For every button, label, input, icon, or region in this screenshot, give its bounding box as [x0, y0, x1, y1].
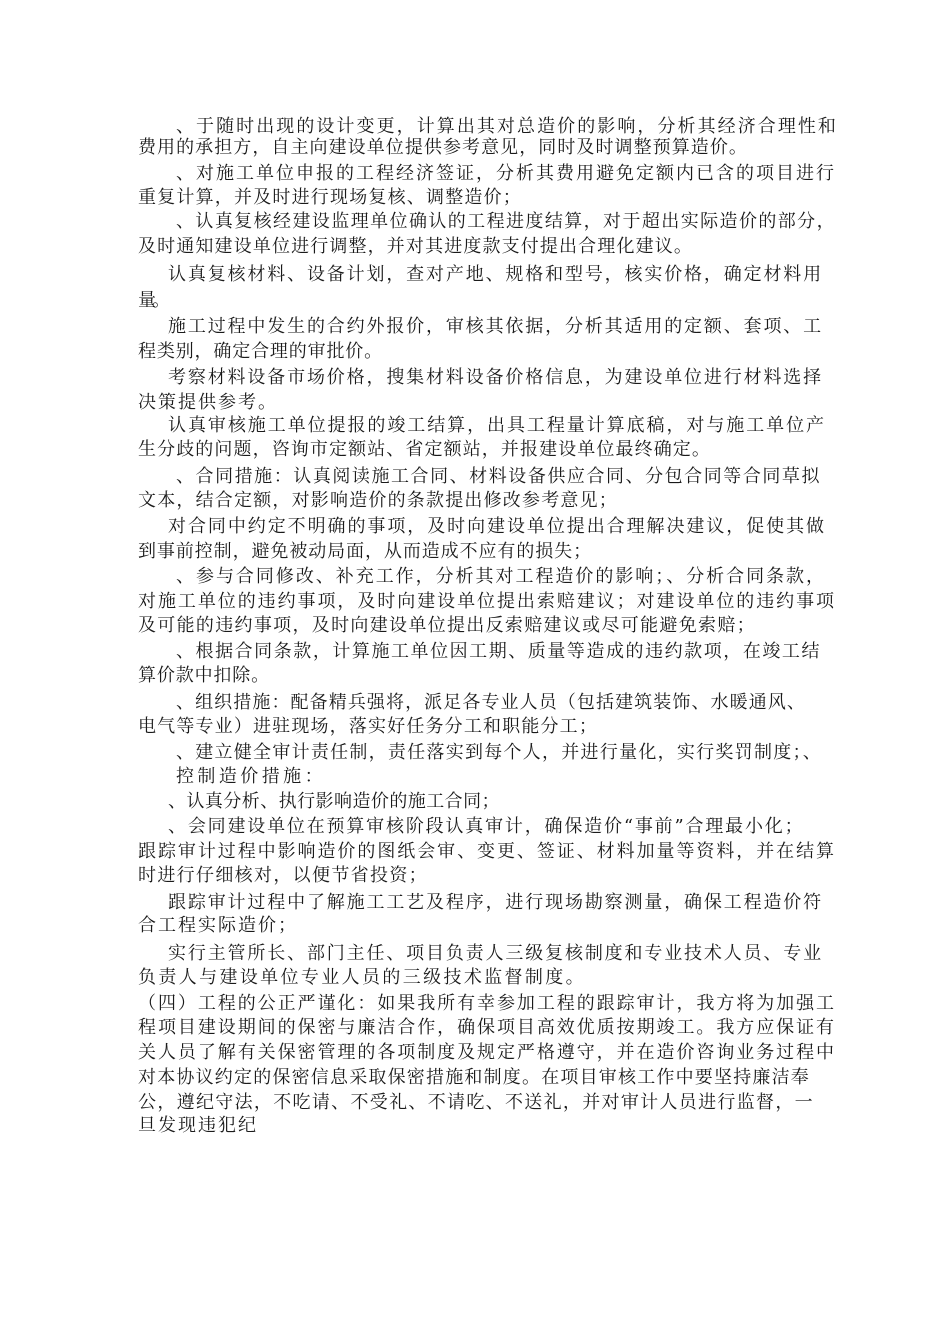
- text-line: 决策提供参考。: [138, 392, 278, 413]
- text-line: 到事前控制，避免被动局面，从而造成不应有的损失；: [138, 541, 592, 562]
- text-line: 及时通知建设单位进行调整，并对其进度款支付提出合理化建议。: [138, 236, 693, 257]
- text-line: 旦发现违犯纪: [138, 1115, 258, 1136]
- text-line: 重复计算，并及时进行现场复核、调整造价；: [138, 187, 522, 208]
- text-line: 跟踪审计过程中了解施工工艺及程序，进行现场勘察测量，确保工程造价符: [168, 892, 823, 913]
- text-line: 、认真复核经建设监理单位确认的工程进度结算，对于超出实际造价的部分，: [176, 211, 836, 232]
- text-line: 施工过程中发生的合约外报价，审核其依据，分析其适用的定额、套项、工: [168, 316, 823, 337]
- text-line: 、根据合同条款，计算施工单位因工期、质量等造成的违约款项，在竣工结: [176, 641, 821, 662]
- text-line: 费用的承担方，自主向建设单位提供参考意见，同时及时调整预算造价。: [138, 137, 748, 158]
- text-line: 算价款中扣除。: [138, 665, 270, 686]
- text-line: 认真审核施工单位提报的竣工结算，出具工程量计算底稿，对与施工单位产: [168, 415, 826, 436]
- text-line: 、组织措施：配备精兵强将，派足各专业人员（包括建筑装饰、水暖通风、: [176, 692, 806, 713]
- text-line: 对合同中约定不明确的事项，及时向建设单位提出合理解决建议，促使其做: [168, 516, 826, 537]
- text-line: 对施工单位的违约事项，及时向建设单位提出索赔建议；对建设单位的违约事项: [138, 591, 836, 612]
- text-line: 、于随时出现的设计变更，计算出其对总造价的影响，分析其经济合理性和: [176, 116, 838, 137]
- text-line: （四）工程的公正严谨化：如果我所有幸参加工程的跟踪审计，我方将为加强工: [138, 993, 836, 1014]
- text-line: 及可能的违约事项，及时向建设单位提出反索赔建议或尽可能避免索赔；: [138, 615, 756, 636]
- text-line: 公，遵纪守法，不吃请、不受礼、不请吃、不送礼，并对审计人员进行监督，一: [138, 1092, 814, 1113]
- text-line: 合工程实际造价；: [138, 915, 298, 936]
- text-line: 电气等专业）进驻现场，落实好任务分工和职能分工；: [138, 716, 598, 737]
- text-line: 、对施工单位申报的工程经济签证，分析其费用避免定额内已含的项目进行: [176, 163, 836, 184]
- text-line: 程类别，确定合理的审批价。: [138, 341, 383, 362]
- text-line: 、会同建设单位在预算审核阶段认真审计，确保造价“事前”合理最小化；: [168, 816, 805, 837]
- text-line: 、建立健全审计责任制，责任落实到每个人，并进行量化，实行奖罚制度；、: [176, 742, 822, 763]
- text-line: 对本协议约定的保密信息采取保密措施和制度。在项目审核工作中要坚持廉洁奉: [138, 1067, 810, 1088]
- text-line: 关人员了解有关保密管理的各项制度及规定严格遵守，并在造价咨询业务过程中: [138, 1042, 836, 1063]
- text-line: 、合同措施：认真阅读施工合同、材料设备供应合同、分包合同等合同草拟: [176, 466, 821, 487]
- text-line: 、参与合同修改、补充工作，分析其对工程造价的影响；、分析合同条款，: [176, 566, 826, 587]
- text-line: 、认真分析、执行影响造价的施工合同；: [168, 791, 500, 812]
- text-line: 跟踪审计过程中影响造价的图纸会审、变更、签证、材料加量等资料，并在结算: [138, 841, 836, 862]
- text-line: 文本，结合定额，对影响造价的条款提出修改参考意见；: [138, 490, 618, 511]
- text-line: 生分歧的问题，咨询市定额站、省定额站，并报建设单位最终确定。: [138, 439, 711, 460]
- text-line: 量。: [138, 290, 166, 311]
- text-line: 控制造价措施：: [176, 766, 326, 787]
- text-line: 程项目建设期间的保密与廉洁合作，确保项目高效优质按期竣工。我方应保证有: [138, 1017, 836, 1038]
- text-line: 时进行仔细核对，以便节省投资；: [138, 865, 428, 886]
- text-line: 认真复核材料、设备计划，查对产地、规格和型号，核实价格，确定材料用: [168, 264, 823, 285]
- text-line: 负责人与建设单位专业人员的三级技术监督制度。: [138, 967, 586, 988]
- text-line: 实行主管所长、部门主任、项目负责人三级复核制度和专业技术人员、专业: [168, 943, 823, 964]
- text-line: 考察材料设备市场价格，搜集材料设备价格信息，为建设单位进行材料选择: [168, 367, 823, 388]
